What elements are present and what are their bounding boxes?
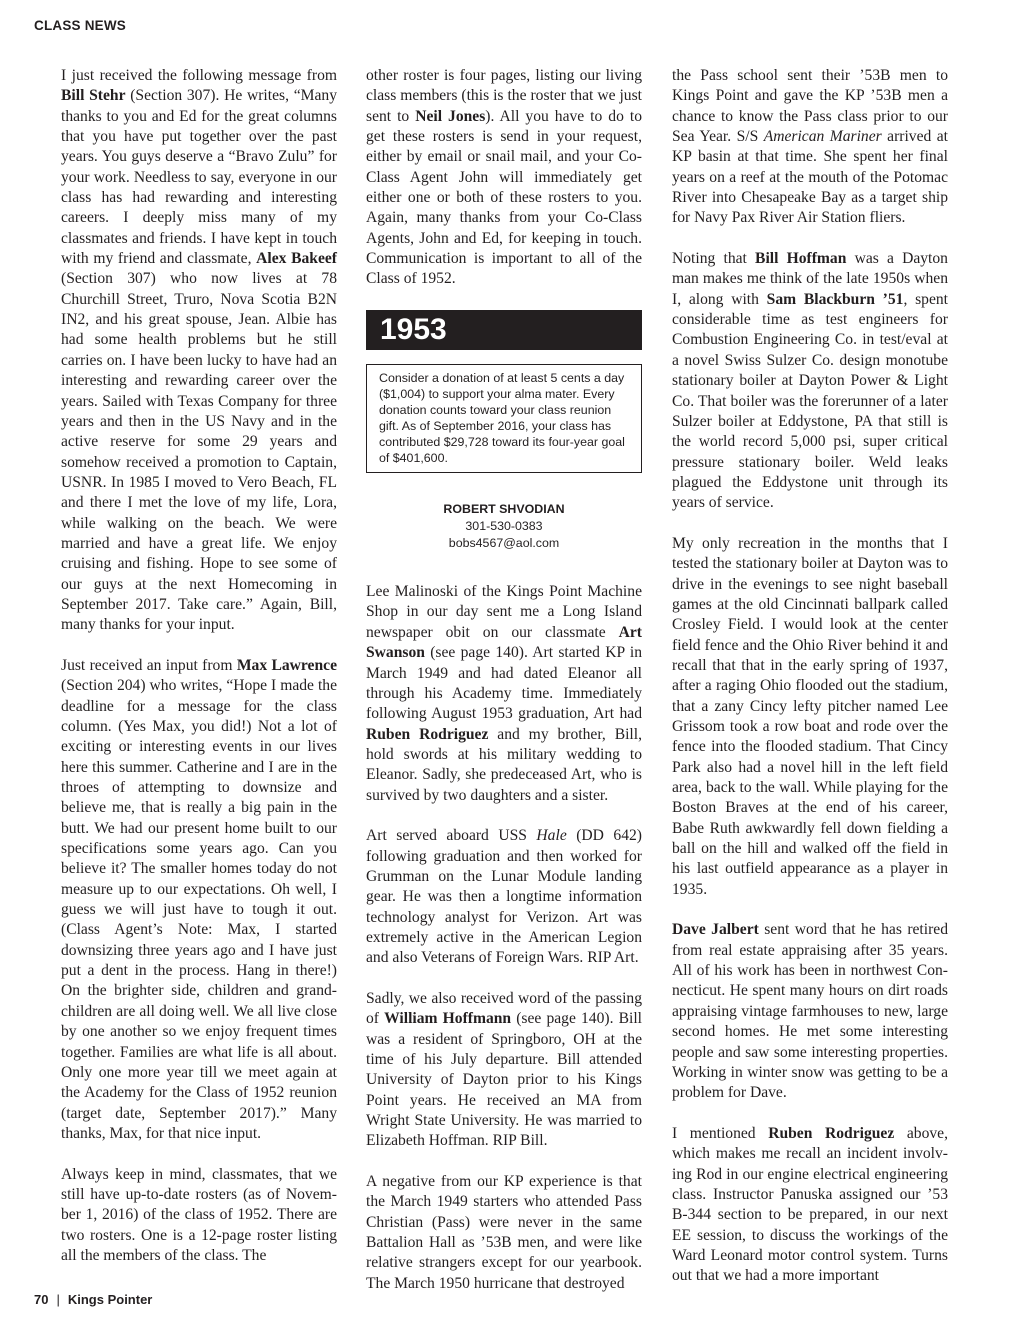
bold-name: Bill Stehr	[61, 87, 126, 105]
article-column-3	[672, 66, 948, 1307]
text-run: Art served aboard USS	[366, 827, 537, 845]
article-column-2	[366, 66, 642, 1315]
text-run: (see page 140). Art started KP in March 1949 and had dated Eleanor all through his Academy time. Immediately following August 1953 graduation, Art had	[366, 644, 642, 723]
text-run: was a Dayton man makes me think of the late 1950s when I, along with	[672, 250, 948, 308]
paragraph	[366, 66, 642, 290]
column-2-text-bottom	[366, 582, 642, 1294]
paragraph	[366, 582, 642, 806]
text-run: (Section 204) who writes, “Hope I made the deadline for a message for the class column. (Yes Max, you did!) Not a lot of exciting or interesting events in our lives here this summer. Catherine and I are in the throes of attempting to downsize and believe me, that is really a big pain in the butt. We had our present home built to our specifications some years ago. Can you believe it? The smaller homes today do not measure up to our expectations. Oh well, I guess we will just have to tough it out. (Class Agent’s Note: Max, I started downsizing three years ago and I have just put a dent in the process. Hang in there!) On the brighter side, children and grandchildren are all doing well. We all live close by one another so we enjoy frequent times together. Families are what life is all about. Only one more year till we meet again at the Academy for the Class of 1952 reunion (target date, September 2017).” Many thanks, Max, for that nice input.	[61, 677, 337, 1142]
text-run: My only recreation in the months that I tested the stationary boiler at Dayton was to drive in the evenings to see night baseball games at the old Cincinnati ballpark called Crosley Field. I would look at the center field fence and the Ohio River behind it and recall that that in the early spring of 1937, after a raging Ohio flooded out the stadium, that a zany Cincy lefty pitcher named Lee Grissom took a row boat and rode over the fence into the flooded stadium. That Cincy Park also had a novel hill in the left field area, back to the wall. While playing for the Boston Braves at the end of his career, Babe Ruth awkwardly fell down fielding a ball on the hill and walked off the field in his last outfield appearance as a player in 1935.	[672, 534, 948, 898]
publication-name: Kings Pointer	[67, 1292, 153, 1307]
bold-name: Max Lawrence	[236, 656, 337, 674]
text-run: A negative from our KP experience is that the March 1949 starters who attended Pass Christian (Pass) were never in the same Battalion Hall as ’53B men, and were like relative strangers except for our yearbook. The March 1950 hurricane that destroyed	[366, 1173, 642, 1292]
article-column-1	[61, 66, 337, 1287]
text-run: the Pass school sent their ’53B men to Kings Point and gave the KP ’53B men a chance to know the Pass class prior to our Sea Year. S/S	[672, 67, 948, 146]
text-run: (DD 642) following graduation and then worked for Grumman on the Lunar Module landing gear. He was then a longtime information technology analyst for Verizon. Art was extremely active in the American Legion and also Veterans of Foreign Wars. RIP Art.	[366, 827, 642, 967]
text-run: (Section 307). He writes, “Many thanks to you and Ed for the great columns that you have put together over the past years. You guys deserve a “Bravo Zulu” for your work. Needless to say, everyone in our class has had rewarding and interesting careers. I deeply miss many of my classmates and friends. I have kept in touch with my friend and classmate,	[61, 87, 337, 268]
text-run: Noting that	[672, 250, 756, 268]
paragraph	[61, 656, 337, 1144]
class-year-banner: 1953	[366, 310, 642, 350]
paragraph	[672, 1124, 948, 1287]
paragraph	[366, 1172, 642, 1294]
paragraph	[672, 534, 948, 900]
bold-name: William Hoffmann	[384, 1010, 512, 1028]
italic-text: Hale	[536, 827, 567, 845]
paragraph	[672, 920, 948, 1103]
text-run: I mentioned	[672, 1124, 769, 1142]
text-run: ). All you have to do to get these rosters is send in your request, either by email or snail mail, and your Co-Class Agent John will immediately get either one or both of these rosters to you. Again, many thanks from your Co-Class Agents, John and Ed, for keeping in touch. Communication is important to all of the Class of 1952.	[366, 107, 642, 288]
section-label: CLASS NEWS	[34, 18, 127, 33]
paragraph	[61, 1165, 337, 1267]
text-run: (see page 140). Bill was a resident of Springboro, OH at the time of his July departure. Bill attended University of Dayton prior to his Kings Point years. He received an MA from Wright State University. He was married to Elizabeth Hoffman. RIP Bill.	[366, 1010, 642, 1150]
column-2-text-top	[366, 66, 642, 290]
text-run: other roster is four pages, listing our living class members (this is the roster that we just sent to	[366, 67, 642, 125]
bold-name: Dave Jalbert	[672, 921, 759, 939]
text-run: Lee Malinoski of the Kings Point Machine Shop in our day sent me a Long Island newspaper obit on our classmate	[366, 583, 642, 641]
bold-name: Ruben Rodriguez	[768, 1124, 895, 1142]
column-1-text	[61, 66, 337, 1266]
bold-name: Ruben Rodriguez	[366, 725, 489, 743]
class-agent-contact	[366, 501, 642, 552]
text-run: Sadly, we also received word of the passing of	[366, 990, 642, 1028]
paragraph	[672, 249, 948, 513]
text-run: and my brother, Bill, hold swords at his military wedding to Eleanor. Sadly, she predeceased Art, who is survived by two daughters and a sister.	[366, 725, 642, 804]
bold-name: Bill Hoffman	[755, 250, 847, 268]
text-run: Just received an input from	[61, 656, 237, 674]
bold-name: Art Swanson	[366, 623, 642, 662]
paragraph	[366, 989, 642, 1152]
page-footer	[34, 1292, 152, 1307]
page-number: 70	[34, 1292, 49, 1307]
paragraph	[61, 66, 337, 636]
text-run: Always keep in mind, classmates, that we still have up-to-date rosters (as of November 1, 2016) of the class of 1952. There are two rosters. One is a 12-page roster listing all the members of the class. The	[61, 1165, 337, 1264]
paragraph	[366, 826, 642, 968]
italic-text: American Mariner	[763, 128, 882, 146]
text-run: , spent considerable time as test engineers for Combustion Engineering Co. in test/eval at a novel Swiss Sulzer Co. design monotube stationary boiler at Dayton Power & Light Co. That boiler was the forerunner of a later Sulzer boiler at Eddystone, PA that still is the world record 5,000 psi, super critical pressure stationary boiler. Weld leaks plagued the Eddystone unit through its years of service.	[672, 290, 949, 512]
class-agent-email[interactable]: bobs4567@aol.com	[448, 536, 560, 551]
text-run: (Section 307) who now lives at 78 Churchill Street, Truro, Nova Scotia B2N IN2, and his great spouse, Jean. Albie has had some health problems but he still carries on. I have been lucky to have had an interesting and rewarding career over the years. Sailed with Texas Company for three years and then in the US Navy and in the active reserve for some 29 years and somehow received a promotion to Captain, USNR. In 1985 I moved to Vero Beach, FL and there I met the love of my life, Lora, while walking on the beach. We were married and have a great life. We enjoy cruising and fishing. Hope to see some of our guys at the next Homecoming in September 2017. Take care.” Again, Bill, many thanks for your input.	[61, 270, 337, 634]
text-run: sent word that he has retired from real estate appraising after 35 years. All of his work has been in northwest Connecticut. He spent many hours on dirt roads appraising vintage farmhouses to new, large second homes. He met some interesting people and saw some interesting properties. Working in winter snow was getting to be a problem for Dave.	[672, 921, 949, 1102]
bold-name: Sam Blackburn ’51	[766, 290, 904, 308]
bold-name: Alex Bakeef	[256, 250, 338, 268]
column-3-text	[672, 66, 948, 1287]
text-run: I just received the following message from	[61, 67, 337, 84]
donation-callout: Consider a donation of at least 5 cents a day ($1,004) to support your alma mater. Every donation counts toward your class reunion gift. As of September 2016, your class has contributed $29,728 toward its four-year goal of $401,600.	[366, 364, 642, 473]
bold-name: Neil Jones	[415, 107, 486, 125]
text-run: above, which makes me recall an incident involving Rod in our engine electrical engineering class. Instructor Panuska assigned our ’53 B-344 section to be prepared, in our next EE session, to discuss the workings of the Ward Leonard motor control system. Turns out that we had a more important	[672, 1124, 948, 1285]
class-agent-phone: 301-530-0383	[465, 519, 543, 534]
footer-separator: |	[56, 1292, 60, 1307]
text-run: arrived at KP basin at that time. She spent her final years on a reef at the mouth of the Potomac River into Chesapeake Bay as a target ship for Navy Pax River Air Station fliers.	[672, 128, 948, 227]
paragraph	[672, 66, 948, 229]
class-agent-name: ROBERT SHVODIAN	[443, 502, 565, 517]
